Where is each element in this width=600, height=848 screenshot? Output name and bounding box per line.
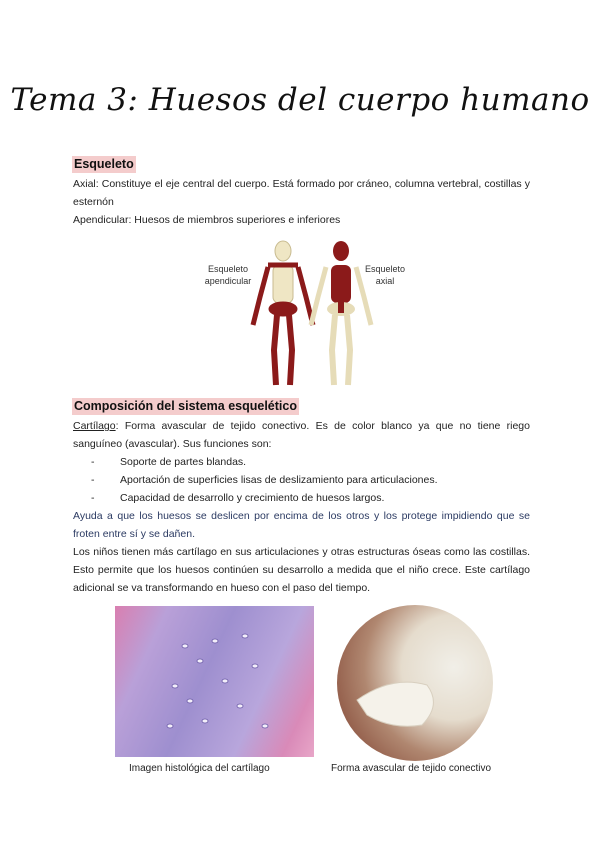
list-item: - Soporte de partes blandas. <box>73 453 530 471</box>
histology-image <box>115 606 314 757</box>
page-title: Tema 3: Huesos del cuerpo humano <box>10 82 590 118</box>
term-cartilago: Cartílago <box>73 420 116 432</box>
skeleton-figure <box>198 235 412 391</box>
caption-row <box>72 763 530 779</box>
section-heading-composicion: Composición del sistema esquelético <box>74 399 297 413</box>
paragraph-apendicular: Apendicular: Huesos de miembros superiores e inferiores <box>73 214 341 226</box>
skeleton-illustration <box>198 235 412 391</box>
label-axial: Esqueleto axial <box>364 264 406 286</box>
list-item: - Capacidad de desarrollo y crecimiento de huesos largos. <box>73 489 530 507</box>
arthroscopy-image <box>337 605 493 761</box>
functions-list <box>72 453 530 507</box>
paragraph-ayuda: Ayuda a que los huesos se deslicen por encima de los otros y los protege impidiendo que se froten entre sí y se dañen. <box>73 510 530 540</box>
cartilage-fragment <box>337 605 493 761</box>
list-item: - Aportación de superficies lisas de deslizamiento para articulaciones. <box>73 471 530 489</box>
paragraph-ninos: Los niños tienen más cartílago en sus articulaciones y otras estructuras óseas como las costillas. Esto permite que los huesos continúen su desarrollo a medida que el niño crece. Este cartílago adicional se va transformando en hueso con el paso del tiempo. <box>73 546 530 594</box>
cartilago-intro: : Forma avascular de tejido conectivo. Es de color blanco ya que no tiene riego sanguíneo (avascular). Sus funciones son: <box>73 420 530 450</box>
paragraph-axial: Axial: Constituye el eje central del cuerpo. Está formado por cráneo, columna vertebral, costillas y esternón <box>73 178 530 208</box>
paragraph-cartilago <box>72 417 530 453</box>
skeleton-apendicular <box>253 241 313 385</box>
caption-histology: Imagen histológica del cartílago <box>129 763 270 774</box>
caption-arthroscopy: Forma avascular de tejido conectivo <box>331 763 492 774</box>
skeleton-axial <box>311 241 371 385</box>
document-body <box>72 155 530 779</box>
image-row <box>72 605 530 761</box>
section-heading-esqueleto: Esqueleto <box>74 157 134 171</box>
chondrocytes-pattern <box>115 606 314 757</box>
label-apendicular: Esqueleto apendicular <box>204 264 252 286</box>
